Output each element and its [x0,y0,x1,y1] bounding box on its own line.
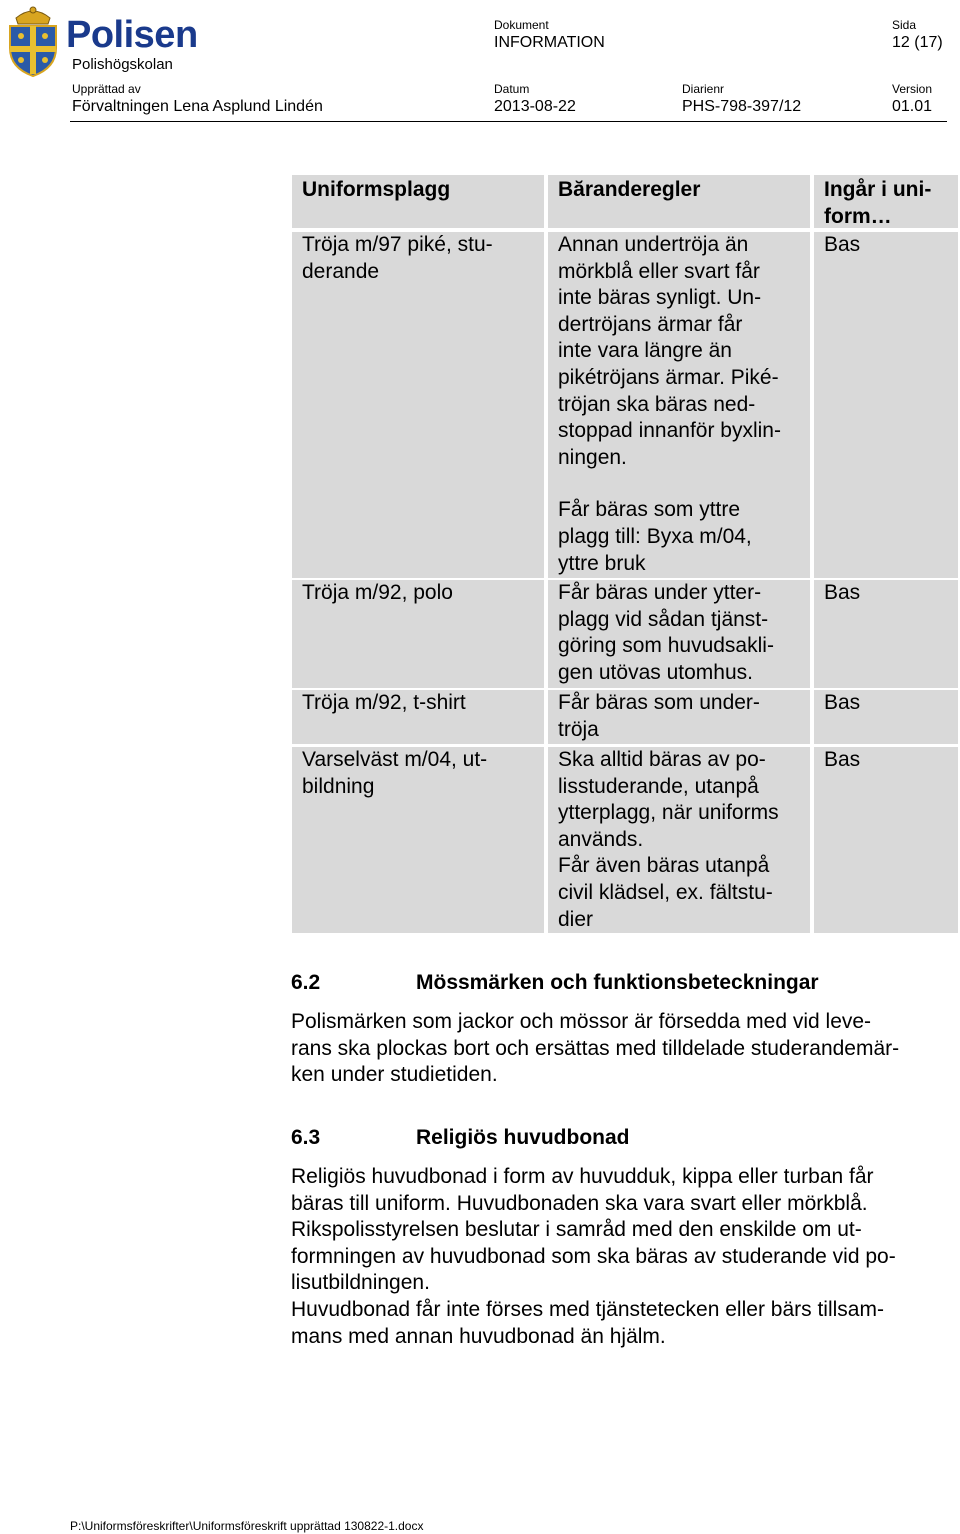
section-title: Religiös huvudbonad [416,1126,630,1149]
datum-label: Datum [494,82,530,96]
section-number: 6.2 [291,971,321,994]
section-paragraph: Polismärken som jackor och mössor är försedda med vid leve- rans ska plockas bort och ersättas med tilldelade studerandemär- ken under studietiden. [291,1010,900,1087]
sida-label: Sida [892,18,917,32]
diarienr-label: Diarienr [682,82,725,96]
table-cell-category: Bas [814,690,958,744]
table-header-uniformsplagg: Uniformsplagg [292,175,544,228]
brand-subtitle: Polishögskolan [72,56,173,73]
dokument-label: Dokument [494,18,549,32]
table-cell-rule: Får bäras under ytter- plagg vid sådan tjänst- göring som huvudsakli- gen utövas utomhus. [548,580,810,688]
dokument-value: INFORMATION [494,34,605,51]
brand-name: Polisen [66,14,198,56]
footer-file-path: P:\Uniformsföreskrifter\Uniformsföreskrift upprättad 130822-1.docx [70,1519,424,1533]
table-row: Tröja m/92, t-shirt [292,690,544,744]
table-row: Tröja m/97 piké, stu- derande [292,232,544,578]
section-paragraph: Religiös huvudbonad i form av huvudduk, kippa eller turban får bäras till uniform. Huvudbonaden ska vara svart eller mörkblå. Rikspolisstyrelsen beslutar i samråd med den enskilde om ut- formningen av huvudbonad som ska bäras av studerande vid po- lisutbildningen. Huvudbonad får inte förses med tjänstetecken eller bärs tillsam- mans med annan huvudbonad än hjälm. [291,1165,896,1348]
sida-value: 12 (17) [892,34,943,51]
table-cell-rule: Annan undertröja än mörkblå eller svart får inte bäras synligt. Un- dertröjans ärmar får inte vara längre än pikétröjans ärmar. Piké- tröjan ska bäras ned- stoppad innanför byxlin- ningen. Får bäras som yttre plagg till: Byxa m/04, yttre bruk [548,232,810,578]
table-cell-rule: Ska alltid bäras av po- lisstuderande, utanpå ytterplagg, när uniforms används. Får även bäras utanpå civil klädsel, ex. fältstu- dier [548,747,810,933]
police-crest-logo [4,2,62,78]
table-cell-category: Bas [814,747,958,933]
header-divider [70,121,947,122]
table-header-baranderegler: Băranderegler [548,175,810,228]
upprattad-label: Upprättad av [72,82,141,96]
version-value: 01.01 [892,98,933,115]
table-cell-category: Bas [814,232,958,578]
upprattad-value: Förvaltningen Lena Asplund Lindén [72,98,323,115]
section-number: 6.3 [291,1126,321,1149]
section-title: Mössmärken och funktionsbeteckningar [416,971,819,994]
table-header-ingar-i-uniform: Ingår i uni- form… [814,175,958,228]
table-cell-category: Bas [814,580,958,688]
datum-value: 2013-08-22 [494,98,576,115]
diarienr-value: PHS-798-397/12 [682,98,802,115]
table-row: Varselväst m/04, ut- bildning [292,747,544,933]
table-cell-rule: Får bäras som under- tröja [548,690,810,744]
table-row: Tröja m/92, polo [292,580,544,688]
version-label: Version [892,82,933,96]
